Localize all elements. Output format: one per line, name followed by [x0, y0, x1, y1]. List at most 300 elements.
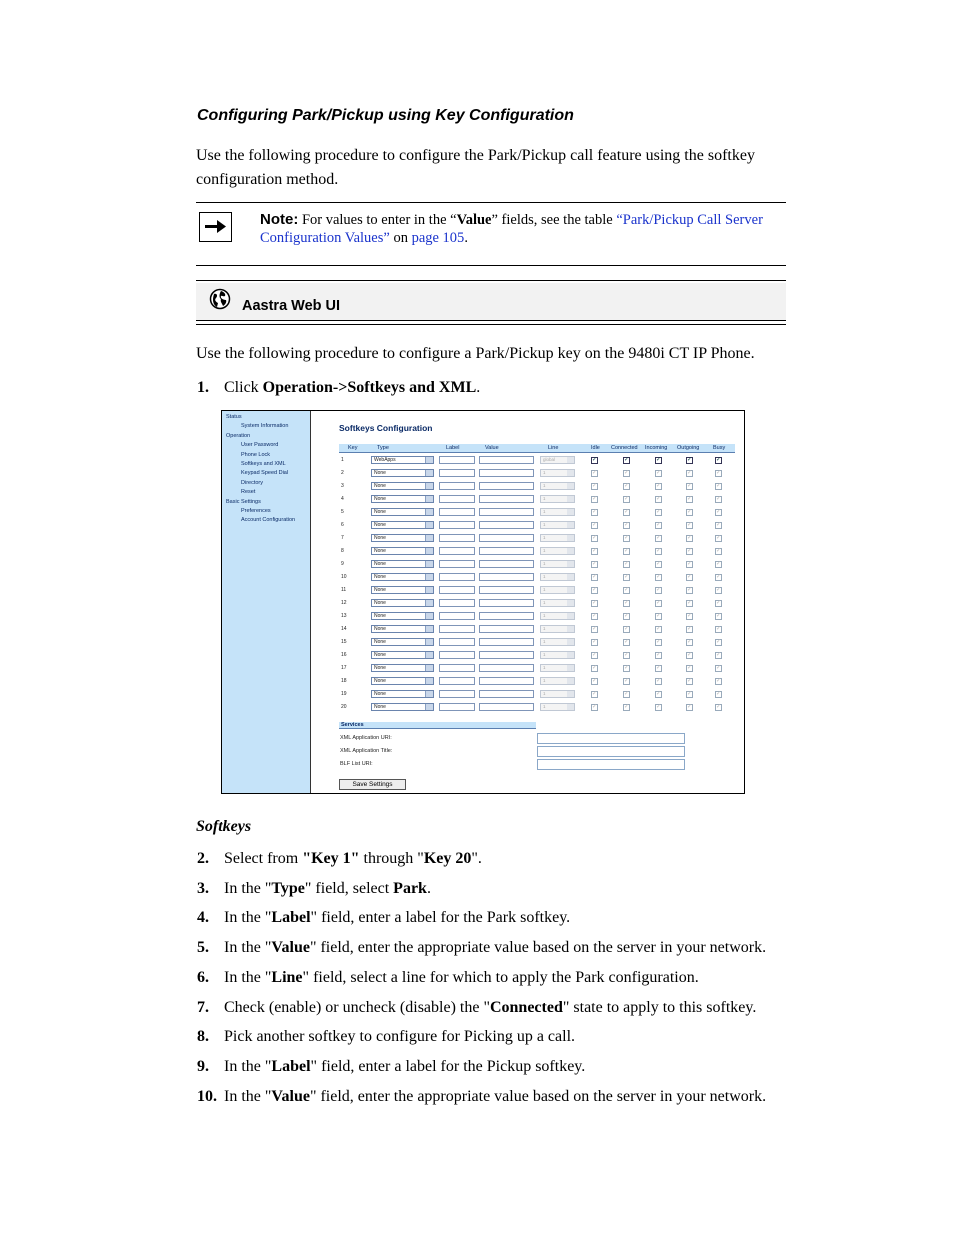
state-checkbox[interactable]: ✓	[656, 652, 662, 658]
step-text: .	[476, 379, 481, 396]
value-input[interactable]	[479, 508, 534, 516]
step-bold: Key 20	[423, 850, 472, 867]
services-input[interactable]	[537, 746, 685, 757]
type-select[interactable]: None	[371, 664, 434, 672]
state-checkbox[interactable]: ✓	[687, 548, 693, 554]
state-checkbox[interactable]: ✓	[687, 678, 693, 684]
step-text: " state to apply to this softkey.	[562, 998, 757, 1016]
step-3	[197, 879, 431, 899]
step-text: " field, enter a label for the Pickup softkey.	[310, 1057, 586, 1075]
state-checkbox[interactable]: ✓	[716, 587, 722, 593]
value-input[interactable]	[479, 573, 534, 581]
services-input[interactable]	[537, 733, 685, 744]
label-input[interactable]	[439, 651, 475, 659]
state-checkbox[interactable]: ✓	[592, 496, 598, 502]
state-checkbox[interactable]: ✓	[624, 483, 630, 489]
step-text: Pick another softkey to configure for Picking up a call.	[224, 1028, 576, 1046]
label-input[interactable]	[439, 560, 475, 568]
key-number: 8	[341, 548, 344, 554]
state-checkbox[interactable]: ✓	[687, 704, 693, 710]
state-checkbox[interactable]: ✓	[716, 600, 722, 606]
step-text: In the "	[224, 968, 272, 986]
divider	[196, 320, 786, 321]
note-text: ” fields, see the table	[491, 212, 617, 228]
line-select[interactable]: 1	[540, 547, 575, 555]
state-checkbox[interactable]: ✓	[656, 522, 662, 528]
sidebar-nav	[222, 411, 311, 793]
sidebar-item[interactable]: Keypad Speed Dial	[241, 470, 289, 477]
state-checkbox[interactable]: ✓	[716, 457, 722, 463]
web-ui-label: Aastra Web UI	[242, 298, 341, 314]
step-number: 9.	[197, 1057, 209, 1075]
sidebar-item[interactable]: Directory	[241, 479, 264, 486]
type-select[interactable]: None	[371, 612, 434, 620]
label-input[interactable]	[439, 625, 475, 633]
state-checkbox[interactable]: ✓	[716, 574, 722, 580]
state-checkbox[interactable]: ✓	[656, 496, 662, 502]
step-number: 4.	[197, 909, 209, 927]
state-checkbox[interactable]: ✓	[716, 626, 722, 632]
column-header: Connected	[611, 445, 638, 451]
value-input[interactable]	[479, 469, 534, 477]
step-text: " field, enter a label for the Park softkey.	[310, 909, 571, 927]
line-select[interactable]: 1	[540, 677, 575, 685]
state-checkbox[interactable]: ✓	[592, 522, 598, 528]
step-9	[197, 1057, 585, 1077]
key-number: 9	[341, 561, 344, 567]
state-checkbox[interactable]: ✓	[687, 457, 693, 463]
label-input[interactable]	[439, 690, 475, 698]
type-select[interactable]: None	[371, 508, 434, 516]
state-checkbox[interactable]: ✓	[592, 587, 598, 593]
value-input[interactable]	[479, 677, 534, 685]
step-1	[197, 378, 480, 398]
value-input[interactable]	[479, 586, 534, 594]
key-number: 16	[341, 652, 347, 658]
label-input[interactable]	[439, 547, 475, 555]
page-link[interactable]: page 105	[411, 230, 465, 246]
key-number: 13	[341, 613, 347, 619]
state-checkbox[interactable]: ✓	[716, 496, 722, 502]
value-input[interactable]	[479, 599, 534, 607]
note-text: For values to enter in the “	[301, 212, 457, 228]
state-checkbox[interactable]: ✓	[687, 626, 693, 632]
step-bold: Value	[271, 1087, 310, 1105]
state-checkbox[interactable]: ✓	[687, 561, 693, 567]
note	[260, 211, 780, 247]
state-checkbox[interactable]: ✓	[656, 665, 662, 671]
step-bold: Line	[271, 968, 303, 986]
step-bold: Type	[271, 879, 305, 897]
step-6	[197, 968, 699, 988]
sidebar-item[interactable]: Preferences	[241, 508, 271, 514]
key-number: 7	[341, 535, 344, 541]
divider	[196, 202, 786, 203]
state-checkbox[interactable]: ✓	[624, 587, 630, 593]
sidebar-item[interactable]: Account Configuration	[241, 517, 296, 524]
line-select[interactable]: 1	[540, 521, 575, 529]
state-checkbox[interactable]: ✓	[624, 509, 630, 515]
state-checkbox[interactable]: ✓	[592, 613, 598, 619]
type-select[interactable]: None	[371, 547, 434, 555]
step-bold: Connected	[489, 998, 563, 1016]
label-input[interactable]	[439, 638, 475, 646]
state-checkbox[interactable]: ✓	[592, 457, 598, 463]
line-select[interactable]: 1	[540, 469, 575, 477]
line-select[interactable]: 1	[540, 612, 575, 620]
label-input[interactable]	[439, 469, 475, 477]
state-checkbox[interactable]: ✓	[656, 561, 662, 567]
key-number: 17	[341, 665, 347, 671]
type-select[interactable]: None	[371, 521, 434, 529]
state-checkbox[interactable]: ✓	[624, 626, 630, 632]
state-checkbox[interactable]: ✓	[656, 678, 662, 684]
line-select[interactable]: 1	[540, 703, 575, 711]
state-checkbox[interactable]: ✓	[592, 548, 598, 554]
state-checkbox[interactable]: ✓	[656, 704, 662, 710]
state-checkbox[interactable]: ✓	[624, 691, 630, 697]
note-label: Note:	[260, 211, 299, 228]
column-header: Label	[446, 445, 460, 451]
state-checkbox[interactable]: ✓	[716, 639, 722, 645]
state-checkbox[interactable]: ✓	[687, 522, 693, 528]
state-checkbox[interactable]: ✓	[592, 678, 598, 684]
type-select[interactable]: None	[371, 482, 434, 490]
key-number: 19	[341, 691, 347, 697]
step-text: " field, select	[304, 879, 394, 897]
label-input[interactable]	[439, 521, 475, 529]
state-checkbox[interactable]: ✓	[656, 470, 662, 476]
label-input[interactable]	[439, 573, 475, 581]
sidebar-item[interactable]: Phone Lock	[241, 451, 271, 458]
state-checkbox[interactable]: ✓	[624, 470, 630, 476]
column-header: Key	[348, 445, 358, 451]
label-input[interactable]	[439, 677, 475, 685]
state-checkbox[interactable]: ✓	[656, 509, 662, 515]
state-checkbox[interactable]: ✓	[716, 678, 722, 684]
value-input[interactable]	[479, 612, 534, 620]
state-checkbox[interactable]: ✓	[716, 561, 722, 567]
line-select[interactable]: 1	[540, 690, 575, 698]
state-checkbox[interactable]: ✓	[716, 483, 722, 489]
value-input[interactable]	[479, 534, 534, 542]
step-text: " field, select a line for which to apply the Park configuration.	[302, 968, 699, 986]
value-input[interactable]	[479, 625, 534, 633]
step-bold: Park	[393, 879, 427, 897]
step-text: through "	[359, 850, 424, 867]
state-checkbox[interactable]: ✓	[716, 704, 722, 710]
column-header: Idle	[591, 445, 600, 451]
type-select[interactable]: None	[371, 690, 434, 698]
softkeys-config-panel	[311, 411, 744, 793]
line-select[interactable]: 1	[540, 638, 575, 646]
step-5	[197, 938, 766, 958]
state-checkbox[interactable]: ✓	[624, 704, 630, 710]
state-checkbox[interactable]: ✓	[656, 535, 662, 541]
state-checkbox[interactable]: ✓	[624, 600, 630, 606]
line-select[interactable]: 1	[540, 625, 575, 633]
value-input[interactable]	[479, 560, 534, 568]
state-checkbox[interactable]: ✓	[624, 574, 630, 580]
state-checkbox[interactable]: ✓	[624, 665, 630, 671]
step-number: 2.	[197, 850, 209, 867]
value-input[interactable]	[479, 456, 534, 464]
value-input[interactable]	[479, 495, 534, 503]
state-checkbox[interactable]: ✓	[624, 535, 630, 541]
state-checkbox[interactable]: ✓	[656, 639, 662, 645]
page-title: Softkeys Configuration	[339, 423, 433, 433]
state-checkbox[interactable]: ✓	[716, 548, 722, 554]
state-checkbox[interactable]: ✓	[687, 587, 693, 593]
label-input[interactable]	[439, 703, 475, 711]
step-number: 5.	[197, 939, 209, 957]
state-checkbox[interactable]: ✓	[656, 600, 662, 606]
column-header: Type	[377, 445, 389, 451]
state-checkbox[interactable]: ✓	[716, 470, 722, 476]
section-title: Configuring Park/Pickup using Key Configuration	[197, 107, 574, 124]
key-number: 14	[341, 626, 347, 632]
state-checkbox[interactable]: ✓	[624, 561, 630, 567]
services-input[interactable]	[537, 759, 685, 770]
state-checkbox[interactable]: ✓	[592, 470, 598, 476]
value-input[interactable]	[479, 651, 534, 659]
step-bold: Label	[271, 909, 311, 927]
note-bold: Value	[456, 212, 492, 228]
divider	[196, 324, 786, 325]
state-checkbox[interactable]: ✓	[687, 535, 693, 541]
step-text: In the "	[224, 879, 272, 897]
value-input[interactable]	[479, 664, 534, 672]
column-header: Value	[485, 445, 499, 451]
key-number: 2	[341, 470, 344, 476]
label-input[interactable]	[439, 599, 475, 607]
softkeys-screenshot	[221, 410, 745, 794]
label-input[interactable]	[439, 495, 475, 503]
step-text: " field, enter the appropriate value based on the server in your network.	[309, 1087, 767, 1105]
table-header	[339, 444, 735, 453]
value-input[interactable]	[479, 638, 534, 646]
step-number: 7.	[197, 998, 209, 1016]
state-checkbox[interactable]: ✓	[716, 535, 722, 541]
services-field-label: XML Application Title:	[340, 748, 393, 754]
state-checkbox[interactable]: ✓	[656, 457, 662, 463]
state-checkbox[interactable]: ✓	[624, 678, 630, 684]
line-select[interactable]: 1	[540, 508, 575, 516]
key-number: 12	[341, 600, 347, 606]
line-select[interactable]: 1	[540, 560, 575, 568]
label-input[interactable]	[439, 482, 475, 490]
sidebar-heading: Operation	[226, 432, 251, 439]
type-select[interactable]: None	[371, 495, 434, 503]
sidebar-item[interactable]: User Password	[241, 442, 279, 449]
state-checkbox[interactable]: ✓	[716, 613, 722, 619]
type-select[interactable]: None	[371, 573, 434, 581]
state-checkbox[interactable]: ✓	[592, 509, 598, 515]
line-select[interactable]: 1	[540, 664, 575, 672]
state-checkbox[interactable]: ✓	[592, 691, 598, 697]
type-select[interactable]: None	[371, 625, 434, 633]
state-checkbox[interactable]: ✓	[592, 600, 598, 606]
type-select[interactable]: None	[371, 599, 434, 607]
state-checkbox[interactable]: ✓	[687, 574, 693, 580]
key-number: 15	[341, 639, 347, 645]
step-10	[197, 1087, 766, 1107]
state-checkbox[interactable]: ✓	[624, 457, 630, 463]
state-checkbox[interactable]: ✓	[624, 548, 630, 554]
state-checkbox[interactable]: ✓	[592, 652, 598, 658]
step-text: Click	[224, 379, 263, 396]
step-number: 1.	[197, 379, 209, 396]
state-checkbox[interactable]: ✓	[687, 665, 693, 671]
key-number: 6	[341, 522, 344, 528]
services-field-label: XML Application URI:	[340, 735, 392, 741]
key-number: 10	[341, 574, 347, 580]
step-text: In the "	[224, 1057, 272, 1075]
line-select[interactable]: 1	[540, 495, 575, 503]
type-select[interactable]: None	[371, 534, 434, 542]
line-select[interactable]: 1	[540, 599, 575, 607]
step-bold: Label	[271, 1057, 311, 1075]
save-settings-button[interactable]: Save Settings	[339, 779, 406, 790]
value-input[interactable]	[479, 703, 534, 711]
state-checkbox[interactable]: ✓	[716, 509, 722, 515]
step-text: Check (enable) or uncheck (disable) the "	[224, 998, 490, 1016]
type-select[interactable]: None	[371, 469, 434, 477]
intro-paragraph: Use the following procedure to configure the Park/Pickup call feature using the softkey configuration method.	[196, 147, 755, 188]
divider	[196, 280, 786, 281]
services-header: Services	[339, 722, 536, 729]
state-checkbox[interactable]: ✓	[687, 483, 693, 489]
state-checkbox[interactable]: ✓	[656, 483, 662, 489]
step-text: .	[426, 879, 431, 897]
label-input[interactable]	[439, 612, 475, 620]
state-checkbox[interactable]: ✓	[716, 652, 722, 658]
value-input[interactable]	[479, 521, 534, 529]
value-input[interactable]	[479, 547, 534, 555]
line-select[interactable]: global	[540, 456, 575, 464]
state-checkbox[interactable]: ✓	[687, 600, 693, 606]
sidebar-item[interactable]: Reset	[241, 489, 256, 496]
sidebar-heading: Status	[226, 414, 242, 420]
globe-icon	[209, 288, 231, 315]
state-checkbox[interactable]: ✓	[592, 639, 598, 645]
type-select[interactable]: WebApps	[371, 456, 434, 464]
state-checkbox[interactable]: ✓	[624, 522, 630, 528]
state-checkbox[interactable]: ✓	[656, 574, 662, 580]
label-input[interactable]	[439, 508, 475, 516]
services-field-label: BLF List URI:	[340, 761, 373, 767]
value-input[interactable]	[479, 690, 534, 698]
step-7	[197, 998, 756, 1018]
line-select[interactable]: 1	[540, 651, 575, 659]
column-header: Outgoing	[677, 445, 700, 451]
step-text: In the "	[224, 1087, 272, 1105]
key-number: 3	[341, 483, 344, 489]
line-select[interactable]: 1	[540, 534, 575, 542]
state-checkbox[interactable]: ✓	[687, 691, 693, 697]
type-select[interactable]: None	[371, 677, 434, 685]
step-number: 10.	[197, 1087, 217, 1105]
line-select[interactable]: 1	[540, 586, 575, 594]
column-header: Line	[548, 445, 559, 451]
step-2	[197, 849, 482, 869]
state-checkbox[interactable]: ✓	[592, 561, 598, 567]
state-checkbox[interactable]: ✓	[687, 613, 693, 619]
softkeys-heading: Softkeys	[196, 818, 252, 835]
step-bold: Operation->Softkeys and XML	[262, 379, 477, 396]
state-checkbox[interactable]: ✓	[592, 704, 598, 710]
step-text: ".	[471, 850, 482, 867]
state-checkbox[interactable]: ✓	[687, 496, 693, 502]
state-checkbox[interactable]: ✓	[592, 626, 598, 632]
type-select[interactable]: None	[371, 703, 434, 711]
state-checkbox[interactable]: ✓	[716, 665, 722, 671]
state-checkbox[interactable]: ✓	[687, 509, 693, 515]
divider	[196, 265, 786, 266]
state-checkbox[interactable]: ✓	[592, 574, 598, 580]
sidebar-heading: Basic Settings	[226, 498, 261, 505]
label-input[interactable]	[439, 664, 475, 672]
step-text: " field, enter the appropriate value based on the server in your network.	[309, 939, 767, 957]
type-select[interactable]: None	[371, 586, 434, 594]
state-checkbox[interactable]: ✓	[624, 639, 630, 645]
key-number: 18	[341, 678, 347, 684]
key-number: 1	[341, 457, 344, 463]
label-input[interactable]	[439, 586, 475, 594]
step-8	[197, 1027, 575, 1047]
key-number: 5	[341, 509, 344, 515]
state-checkbox[interactable]: ✓	[687, 639, 693, 645]
step-text: In the "	[224, 909, 272, 927]
sidebar-item[interactable]: System Information	[241, 423, 289, 430]
type-select[interactable]: None	[371, 638, 434, 646]
state-checkbox[interactable]: ✓	[624, 613, 630, 619]
state-checkbox[interactable]: ✓	[656, 626, 662, 632]
step-text: Select from	[224, 850, 303, 867]
line-select[interactable]: 1	[540, 482, 575, 490]
procedure-intro: Use the following procedure to configure a Park/Pickup key on the 9480i CT IP Phone.	[196, 345, 755, 362]
arrow-right-icon	[199, 212, 232, 242]
state-checkbox[interactable]: ✓	[624, 496, 630, 502]
state-checkbox[interactable]: ✓	[624, 652, 630, 658]
column-header: Incoming	[645, 445, 668, 451]
state-checkbox[interactable]: ✓	[656, 587, 662, 593]
type-select[interactable]: None	[371, 651, 434, 659]
step-bold: Value	[271, 939, 310, 957]
state-checkbox[interactable]: ✓	[656, 548, 662, 554]
state-checkbox[interactable]: ✓	[687, 470, 693, 476]
step-bold: "Key 1"	[302, 850, 360, 867]
type-select[interactable]: None	[371, 560, 434, 568]
state-checkbox[interactable]: ✓	[656, 691, 662, 697]
line-select[interactable]: 1	[540, 573, 575, 581]
sidebar-item[interactable]: Softkeys and XML	[241, 461, 286, 467]
state-checkbox[interactable]: ✓	[687, 652, 693, 658]
step-number: 6.	[197, 968, 209, 986]
state-checkbox[interactable]: ✓	[656, 613, 662, 619]
state-checkbox[interactable]: ✓	[592, 665, 598, 671]
value-input[interactable]	[479, 482, 534, 490]
key-number: 20	[341, 704, 347, 710]
state-checkbox[interactable]: ✓	[592, 483, 598, 489]
column-header: Busy	[713, 445, 726, 451]
state-checkbox[interactable]: ✓	[716, 691, 722, 697]
state-checkbox[interactable]: ✓	[592, 535, 598, 541]
state-checkbox[interactable]: ✓	[716, 522, 722, 528]
label-input[interactable]	[439, 456, 475, 464]
label-input[interactable]	[439, 534, 475, 542]
table-link[interactable]: “Park/Pickup Call Server Configuration Values”	[260, 212, 763, 246]
